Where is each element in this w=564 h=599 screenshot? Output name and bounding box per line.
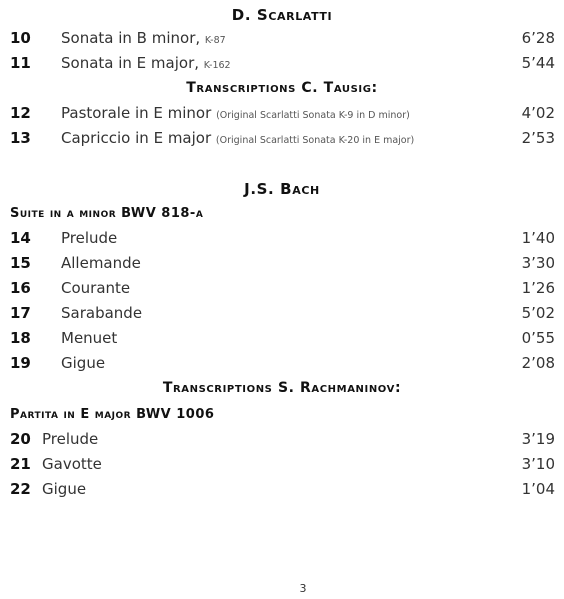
track-row <box>0 354 564 376</box>
track-catalog-note: K-87 <box>204 35 226 46</box>
track-title: Prelude <box>61 229 118 247</box>
track-row <box>0 54 564 76</box>
track-number: 21 <box>10 455 31 473</box>
transcriptions-heading-tausig: Transcriptions C. Tausig: <box>186 80 378 96</box>
composer-heading-bach: J.S. Bach <box>244 180 320 198</box>
track-duration: 6’28 <box>521 29 555 47</box>
track-number: 18 <box>10 329 31 347</box>
track-row <box>0 279 564 301</box>
track-duration: 4’02 <box>521 104 555 122</box>
track-original-note: (Original Scarlatti Sonata K-9 in D minor) <box>216 110 410 121</box>
track-title: Gigue <box>61 354 106 372</box>
track-duration: 5’44 <box>521 54 555 72</box>
track-title <box>61 29 226 47</box>
track-title-text: Sonata in B minor, <box>61 29 201 47</box>
track-row <box>0 430 564 452</box>
track-row <box>0 129 564 151</box>
track-duration: 3’10 <box>521 455 555 473</box>
track-number: 12 <box>10 104 31 122</box>
suite-title: Suite in a minor BWV 818-a <box>10 206 204 221</box>
track-duration: 3’19 <box>521 430 555 448</box>
track-title <box>61 104 410 122</box>
track-title-text: Capriccio in E major <box>61 129 212 147</box>
track-title: Gavotte <box>42 455 102 473</box>
track-row <box>0 329 564 351</box>
track-duration: 0’55 <box>521 329 555 347</box>
track-title-text: Sonata in E major, <box>61 54 200 72</box>
track-number: 17 <box>10 304 31 322</box>
track-title: Gigue <box>42 480 87 498</box>
track-number: 22 <box>10 480 31 498</box>
track-duration: 5’02 <box>521 304 555 322</box>
track-duration: 1’40 <box>521 229 555 247</box>
track-number: 19 <box>10 354 31 372</box>
track-row <box>0 304 564 326</box>
track-number: 13 <box>10 129 31 147</box>
track-title-text: Pastorale in E minor <box>61 104 212 122</box>
track-row <box>0 104 564 126</box>
track-row <box>0 455 564 477</box>
track-duration: 1’04 <box>521 480 555 498</box>
track-number: 14 <box>10 229 31 247</box>
track-title: Allemande <box>61 254 141 272</box>
track-title: Prelude <box>42 430 99 448</box>
track-row <box>0 480 564 502</box>
track-number: 11 <box>10 54 31 72</box>
track-title: Menuet <box>61 329 118 347</box>
track-title: Courante <box>61 279 131 297</box>
transcriptions-heading-rachmaninov: Transcriptions S. Rachmaninov: <box>162 380 402 396</box>
track-title <box>61 54 231 72</box>
track-number: 10 <box>10 29 31 47</box>
track-number: 15 <box>10 254 31 272</box>
track-duration: 2’53 <box>521 129 555 147</box>
track-duration: 1’26 <box>521 279 555 297</box>
partita-title: Partita in E major BWV 1006 <box>10 407 215 422</box>
track-duration: 3’30 <box>521 254 555 272</box>
track-row <box>0 29 564 51</box>
track-title <box>61 129 414 147</box>
track-catalog-note: K-162 <box>203 60 231 71</box>
composer-heading-scarlatti: D. Scarlatti <box>231 6 333 24</box>
track-title: Sarabande <box>61 304 143 322</box>
track-duration: 2’08 <box>521 354 555 372</box>
track-number: 16 <box>10 279 31 297</box>
track-row <box>0 254 564 276</box>
track-number: 20 <box>10 430 31 448</box>
page-number: 3 <box>299 582 307 595</box>
track-original-note: (Original Scarlatti Sonata K-20 in E major) <box>215 135 415 146</box>
track-row <box>0 229 564 251</box>
